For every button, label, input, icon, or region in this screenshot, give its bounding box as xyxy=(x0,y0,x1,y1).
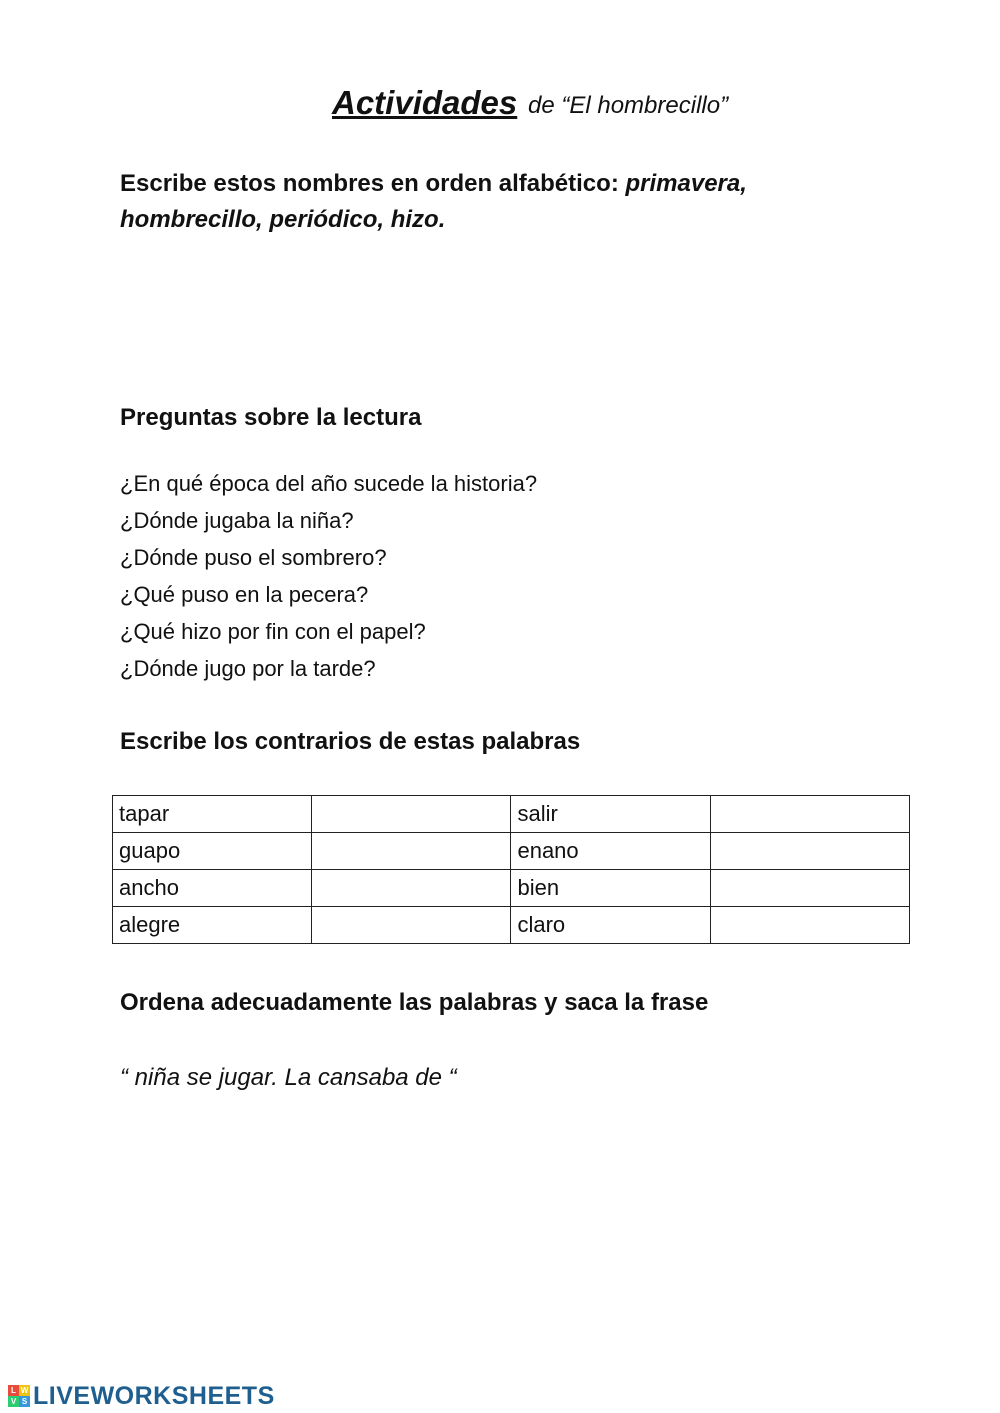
scrambled-sentence: “ niña se jugar. La cansaba de “ xyxy=(120,1064,457,1091)
word-cell: ancho xyxy=(113,870,312,907)
logo-mark-icon xyxy=(8,1385,30,1407)
logo-mark-letter: V xyxy=(8,1396,19,1407)
word-cell: enano xyxy=(511,833,710,870)
table-row xyxy=(113,833,910,870)
logo-mark-letter: W xyxy=(20,1386,29,1395)
answer-cell[interactable] xyxy=(710,870,909,907)
word-list: primavera, hombrecillo, periódico, hizo. xyxy=(120,170,747,233)
question-item: ¿Qué hizo por fin con el papel? xyxy=(120,619,426,644)
table-row xyxy=(113,907,910,944)
reading-questions-heading: Preguntas sobre la lectura xyxy=(120,404,422,431)
antonyms-table xyxy=(112,795,910,944)
table-row xyxy=(113,796,910,833)
antonyms-heading: Escribe los contrarios de estas palabras xyxy=(120,728,581,755)
question-item: ¿Qué puso en la pecera? xyxy=(120,582,369,607)
question-item: ¿Dónde jugaba la niña? xyxy=(120,508,354,533)
word-cell: salir xyxy=(511,796,710,833)
instruction-text: Escribe estos nombres en orden alfabético: xyxy=(120,170,619,197)
page-subtitle: de “El hombrecillo” xyxy=(528,92,729,119)
word-cell: guapo xyxy=(113,833,312,870)
word-cell: claro xyxy=(511,907,710,944)
word-cell: bien xyxy=(511,870,710,907)
answer-cell[interactable] xyxy=(710,796,909,833)
answer-cell[interactable] xyxy=(710,833,909,870)
word-cell: alegre xyxy=(113,907,312,944)
answer-cell[interactable] xyxy=(312,907,511,944)
liveworksheets-logo xyxy=(8,1381,275,1411)
alphabetical-order-instruction xyxy=(120,166,880,238)
answer-cell[interactable] xyxy=(312,796,511,833)
answer-cell[interactable] xyxy=(710,907,909,944)
answer-cell[interactable] xyxy=(312,870,511,907)
question-item: ¿Dónde puso el sombrero? xyxy=(120,545,387,570)
logo-mark-letter: L xyxy=(8,1385,19,1396)
word-cell: tapar xyxy=(113,796,312,833)
question-item: ¿Dónde jugo por la tarde? xyxy=(120,656,376,681)
question-item: ¿En qué época del año sucede la historia? xyxy=(120,471,538,496)
table-row xyxy=(113,870,910,907)
sentence-order-heading: Ordena adecuadamente las palabras y saca la frase xyxy=(120,989,709,1016)
question-list xyxy=(120,468,537,690)
logo-mark-letter: S xyxy=(19,1396,30,1407)
logo-text: LIVEWORKSHEETS xyxy=(33,1381,275,1410)
page-title: Actividades xyxy=(332,84,518,121)
answer-cell[interactable] xyxy=(312,833,511,870)
